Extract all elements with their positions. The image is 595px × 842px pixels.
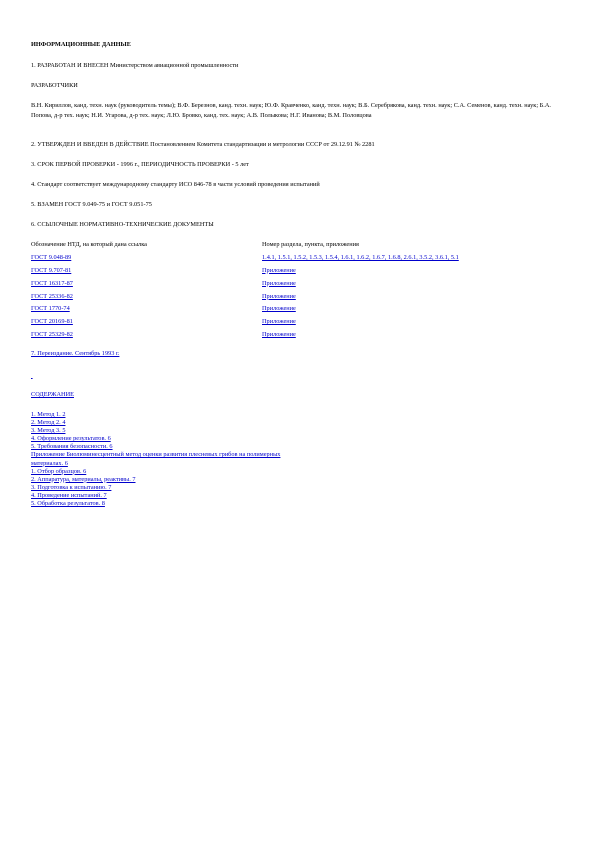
toc-item[interactable]: 5. Требования безопасности. 6 bbox=[31, 443, 113, 451]
toc-item[interactable]: 1. Отбор образцов. 6 bbox=[31, 467, 87, 475]
table-header-row bbox=[31, 241, 561, 254]
item-replaces: 5. ВЗАМЕН ГОСТ 9.049-75 и ГОСТ 9.051-75 bbox=[31, 201, 152, 208]
item-check-period: 3. СРОК ПЕРВОЙ ПРОВЕРКИ - 1996 г., ПЕРИОДИЧНОСТЬ ПРОВЕРКИ - 5 лет bbox=[31, 161, 249, 168]
section-link[interactable]: Приложение bbox=[262, 331, 296, 339]
item-references-title: 6. ССЫЛОЧНЫЕ НОРМАТИВНО-ТЕХНИЧЕСКИЕ ДОКУМЕНТЫ bbox=[31, 221, 214, 228]
reissue-link[interactable]: 7. Переиздание. Сентябрь 1993 г. bbox=[31, 350, 120, 357]
doc-link[interactable]: ГОСТ 20169-81 bbox=[31, 318, 73, 326]
table-row bbox=[31, 293, 561, 306]
section-link[interactable]: Приложение bbox=[262, 279, 296, 287]
toc-item[interactable]: 3. Подготовка к испытанию. 7 bbox=[31, 483, 112, 491]
references-table bbox=[31, 241, 561, 344]
toc-item[interactable]: 2. Аппаратура, материалы, реактивы. 7 bbox=[31, 475, 136, 483]
section-link[interactable]: Приложение bbox=[262, 266, 296, 274]
table-row bbox=[31, 305, 561, 318]
doc-link[interactable]: ГОСТ 25329-82 bbox=[31, 331, 73, 339]
item-iso-conformity: 4. Стандарт соответствует международному стандарту ИСО 846-78 в части условий проведения испытаний bbox=[31, 181, 320, 188]
developers-title: РАЗРАБОТЧИКИ bbox=[31, 82, 78, 89]
doc-link[interactable]: ГОСТ 16317-87 bbox=[31, 279, 73, 287]
document-heading: ИНФОРМАЦИОННЫЕ ДАННЫЕ bbox=[31, 41, 131, 48]
section-link[interactable]: 1.4.1, 1.5.1, 1.5.2, 1.5.3, 1.5.4, 1.6.1, 1.6.2, 1.6.7, 1.6.8, 2.6.1, 3.5.2, 3.6.1, 5.1 bbox=[262, 253, 459, 261]
table-row bbox=[31, 318, 561, 331]
anchor-link[interactable] bbox=[31, 372, 33, 379]
toc-item[interactable]: 4. Оформление результатов. 6 bbox=[31, 435, 111, 443]
section-link[interactable]: Приложение bbox=[262, 292, 296, 300]
item-approved: 2. УТВЕРЖДЕН И ВВЕДЕН В ДЕЙСТВИЕ Постановлением Комитета стандартизации и метрологии СССР от 29.12.91 № 2281 bbox=[31, 141, 375, 148]
toc-item[interactable]: материалах. 6 bbox=[31, 459, 68, 467]
developers-list: В.Н. Кириллов, канд. техн. наук (руководитель темы); В.Ф. Березнов, канд. техн. наук; Ю.Ф. Кравченко, канд. техн. наук; В.Б. Серебрякова, канд. техн. наук; С.А. Семенов, канд. техн. наук; Б.А. Попова, д-р тех. наук; Н.И. Угарова, д-р тех. наук; Л.Ю. Бровко, канд. тех. наук; А.В. Полыкова; Н.Г. Иванова; В.М. Половцова bbox=[31, 102, 551, 119]
toc-item[interactable]: 2. Метод 2. 4 bbox=[31, 419, 66, 427]
toc-item[interactable]: 5. Обработка результатов. 8 bbox=[31, 500, 105, 508]
doc-link[interactable]: ГОСТ 1770-74 bbox=[31, 305, 70, 313]
table-row bbox=[31, 254, 561, 267]
section-link[interactable]: Приложение bbox=[262, 318, 296, 326]
table-row bbox=[31, 331, 561, 344]
toc-item[interactable]: Приложение Биолюминесцентный метод оценки развития плесневых грибов на полимерных bbox=[31, 451, 281, 459]
table-row bbox=[31, 280, 561, 293]
table-header-cell: Номер раздела, пункта, приложения bbox=[262, 241, 359, 248]
table-header-cell: Обозначение НТД, на который дана ссылка bbox=[31, 241, 147, 248]
table-of-contents bbox=[31, 411, 431, 508]
item-developed-by: 1. РАЗРАБОТАН И ВНЕСЕН Министерством авиационной промышленности bbox=[31, 62, 239, 69]
section-link[interactable]: Приложение bbox=[262, 305, 296, 313]
toc-item[interactable]: 3. Метод 3. 5 bbox=[31, 427, 66, 435]
doc-link[interactable]: ГОСТ 9.707-81 bbox=[31, 266, 72, 274]
table-row bbox=[31, 267, 561, 280]
doc-link[interactable]: ГОСТ 25336-82 bbox=[31, 292, 73, 300]
toc-item[interactable]: 4. Проведение испытаний. 7 bbox=[31, 491, 107, 499]
toc-title-link[interactable]: СОДЕРЖАНИЕ bbox=[31, 391, 74, 398]
doc-link[interactable]: ГОСТ 9.048-89 bbox=[31, 253, 72, 261]
toc-item[interactable]: 1. Метод 1. 2 bbox=[31, 411, 66, 418]
